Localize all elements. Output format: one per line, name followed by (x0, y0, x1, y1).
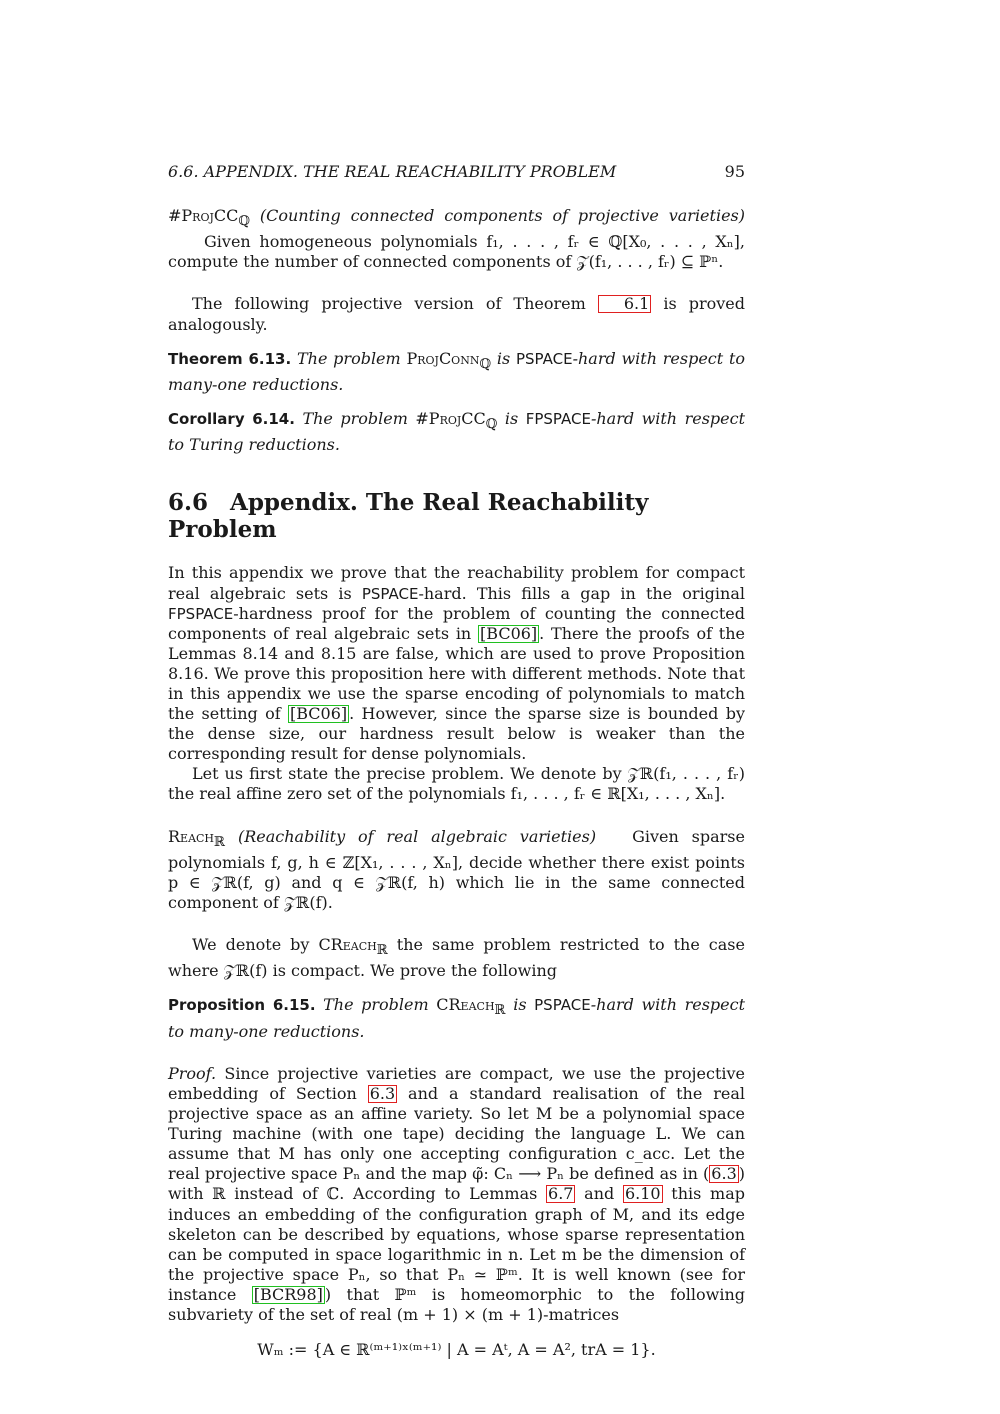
proposition-label: Proposition 6.15. (168, 996, 316, 1015)
display-equation: Wₘ := {A ∈ ℝ⁽ᵐ⁺¹⁾ˣ⁽ᵐ⁺¹⁾ | A = Aᵗ, A = A², trA = 1}. (257, 1340, 656, 1360)
problem-text: Given sparse polynomials f, g, h ∈ ℤ[X₁, . . . , Xₙ], decide whether there exist points p ∈ 𝒵ℝ(f, g) and q ∈ 𝒵ℝ(f, h) which lie in the same connected component of 𝒵ℝ(f). (168, 826, 745, 912)
state-paragraph: Let us first state the precise problem. We denote by 𝒵ℝ(f₁, . . . , fᵣ) the real affine zero set of the polynomials f₁, . . . , fᵣ ∈ ℝ[X₁, . . . , Xₙ]. (168, 764, 745, 804)
equation-ref-link[interactable]: 6.3 (711, 1164, 737, 1184)
section-ref-link[interactable]: 6.3 (369, 1083, 396, 1103)
theorem-ref-link[interactable]: 6.1 (598, 295, 651, 313)
proof-paragraph: Proof. Since projective varieties are compact, we use the projective embedding of Section 6.3 and a standard realisation of the real projective space as an affine variety. So let M be a polynomial space Turing machine (with one tape) deciding the language L. We can assume that M has only one accepting configuration c_acc. Let the real projective space Pₙ and the map φ̃: Cₙ ⟶ Pₙ be defined as in ( 6.3 ) with ℝ instead of ℂ. According to Lemmas 6.7 and 6.10 this map induces an embedding of the configuration graph of M, and its edge skeleton can be described by equations, whose sparse representation can be computed in space logarithmic in n. Let m be the dimension of the projective space Pₙ, so that Pₙ ≃ ℙᵐ. It is well known (see for instance [BCR98] ) that ℙᵐ is homeomorphic to the following subvariety of the set of real (m + 1) × (m + 1)-matrices (168, 1063, 746, 1324)
problem-title: (Counting connected components of projective varieties) (259, 206, 745, 225)
problem-subscript: ℚ (238, 214, 250, 230)
problem-text: Given homogeneous polynomials f₁, . . . , fᵣ ∈ ℚ[X₀, . . . , Xₙ], compute the number of connected components of 𝒵(f₁, . . . , fᵣ) ⊆ ℙⁿ. (168, 232, 745, 272)
problem-title: (Reachability of real algebraic varieties) (237, 826, 597, 846)
problem-name: #ProjCC (168, 206, 239, 225)
proposition-6-15: Proposition 6.15. The problem CReach$_ℝ$ is PSPACE-hard with respect to many-one reductions. (168, 995, 746, 1041)
problem-name: Reach (168, 826, 215, 846)
citation-bc06-link[interactable]: [BC06] (480, 623, 538, 643)
corollary-label: Corollary 6.14. (168, 410, 295, 429)
page (168, 160, 745, 1361)
problem-subscript: ℝ (214, 834, 226, 850)
running-head (168, 160, 745, 184)
theorem-label: Theorem 6.13. (168, 349, 292, 368)
citation-bc06-link[interactable]: [BC06] (289, 704, 348, 724)
problem-projcc (168, 206, 745, 272)
section-number: 6.6 (168, 489, 209, 517)
section-heading (168, 489, 745, 543)
para-before-theorem: The following projective version of Theorem 6.1 is proved analogously. (168, 294, 745, 334)
page-number: 95 (724, 162, 745, 181)
running-head-title: 6.6. APPENDIX. THE REAL REACHABILITY PROBLEM (168, 162, 617, 181)
theorem-6-13: Theorem 6.13. The problem ProjConn$_ℚ$ is PSPACE-hard with respect to many-one reductions. (168, 348, 746, 394)
creach-paragraph: We denote by CReach$_ℝ$ the same problem restricted to the case where 𝒵ℝ(f) is compact. We prove the following (168, 935, 745, 981)
lemma-ref-link[interactable]: 6.7 (548, 1184, 574, 1204)
appendix-paragraph: In this appendix we prove that the reachability problem for compact real algebraic sets is PSPACE-hard. This fills a gap in the original FPSPACE-hardness proof for the problem of counting the connected components of real algebraic sets in [BC06] . There the proofs of the Lemmas 8.14 and 8.15 are false, which are used to prove Proposition 8.16. We prove this proposition here with different methods. Note that in this appendix we use the sparse encoding of polynomials to match the setting of [BC06] . However, since the sparse size is bounded by the dense size, our hardness result below is weaker than the corresponding result for dense polynomials. (168, 563, 746, 764)
problem-reach (168, 827, 745, 914)
corollary-6-14: Corollary 6.14. The problem #ProjCC$_ℚ$ is FPSPACE-hard with respect to Turing reductions. (168, 409, 746, 455)
proof-label: Proof. (168, 1063, 217, 1083)
lemma-ref-link[interactable]: 6.10 (624, 1184, 661, 1204)
citation-bcr98-link[interactable]: [BCR98] (253, 1284, 323, 1304)
section-title: Appendix. The Real Reachability Problem (168, 489, 649, 544)
